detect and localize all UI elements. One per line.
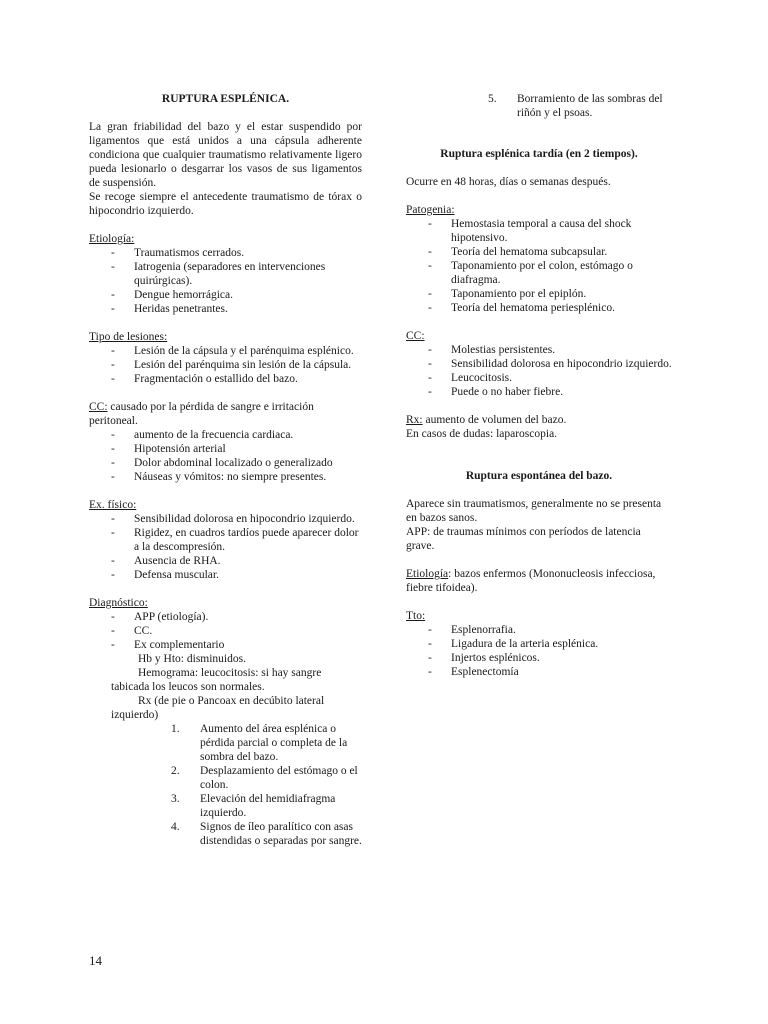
lesiones-heading: Tipo de lesiones: <box>89 331 168 343</box>
page-number: 14 <box>89 953 102 968</box>
diag-hemograma: Hemograma: leucocitosis: si hay sangre tabicada los leucos son normales. <box>111 667 322 693</box>
etiologia-paragraph-right <box>406 567 672 595</box>
rx-paragraph <box>406 413 672 427</box>
list-item: - Hipotensión arterial <box>89 442 362 456</box>
list-item: - Sensibilidad dolorosa en hipocondrio izquierdo. <box>89 512 362 526</box>
list-item <box>89 792 362 820</box>
list-item: - Ex complementario <box>89 638 362 652</box>
list-item: - Náuseas y vómitos: no siempre presentes. <box>89 470 362 484</box>
etiologia-list <box>89 246 362 316</box>
etiologia-text-right: : bazos enfermos (Mononucleosis infecciosa, fiebre tifoidea). <box>406 568 656 594</box>
list-item: - Molestias persistentes. <box>406 343 672 357</box>
rx-findings-continued <box>406 92 672 120</box>
list-text: Aumento del área esplénica o pérdida parcial o completa de la sombra del bazo. <box>200 723 348 763</box>
dudas-text: En casos de dudas: laparoscopia. <box>406 428 558 440</box>
diag-rx: Rx (de pie o Pancoax en decúbito lateral izquierdo) <box>111 695 325 721</box>
section-title-espontanea: Ruptura espontánea del bazo. <box>465 470 613 482</box>
tto-list <box>406 623 672 679</box>
tardia-text: Ocurre en 48 horas, días o semanas después. <box>406 176 611 188</box>
list-item: - Dolor abdominal localizado o generalizado <box>89 456 362 470</box>
list-item: - Ligadura de la arteria esplénica. <box>406 637 672 651</box>
list-item: - Sensibilidad dolorosa en hipocondrio izquierdo. <box>406 357 672 371</box>
cc-heading: CC: <box>89 401 108 413</box>
cc-heading-right: CC: <box>406 330 425 342</box>
list-item: - Taponamiento por el colon, estómago o diafragma. <box>406 259 672 287</box>
cc-text: causado por la pérdida de sangre e irritación peritoneal. <box>89 401 314 427</box>
list-item: - Taponamiento por el epiplón. <box>406 287 672 301</box>
list-item <box>89 722 362 764</box>
list-number: 3. <box>171 793 180 805</box>
etiologia-heading-right: Etiología <box>406 568 449 580</box>
list-item: - Esplenorrafia. <box>406 623 672 637</box>
app-text: APP: de traumas mínimos con períodos de latencia grave. <box>406 526 641 552</box>
section-title-ruptura: RUPTURA ESPLÉNICA. <box>161 93 290 105</box>
list-item: - Lesión de la cápsula y el parénquima esplénico. <box>89 344 362 358</box>
list-item: - Esplenectomía <box>406 665 672 679</box>
patogenia-list <box>406 217 672 315</box>
list-item <box>89 820 362 848</box>
exfisico-heading: Ex. físico: <box>89 499 137 511</box>
diagnostico-heading: Diagnóstico: <box>89 597 148 609</box>
list-item: - CC. <box>89 624 362 638</box>
list-item: - Traumatismos cerrados. <box>89 246 362 260</box>
list-number: 2. <box>171 765 180 777</box>
list-item: - Dengue hemorrágica. <box>89 288 362 302</box>
diag-hb: Hb y Hto: disminuidos. <box>138 653 246 665</box>
rx-text: aumento de volumen del bazo. <box>422 414 567 426</box>
tto-heading: Tto: <box>406 610 426 622</box>
list-item <box>406 92 672 120</box>
section-title-tardia: Ruptura esplénica tardía (en 2 tiempos). <box>440 148 638 160</box>
patogenia-heading: Patogenia: <box>406 204 455 216</box>
exfisico-list <box>89 512 362 582</box>
list-item: - Lesión del parénquima sin lesión de la cápsula. <box>89 358 362 372</box>
left-column <box>89 92 362 848</box>
rx-heading: Rx: <box>406 414 423 426</box>
list-item: - Teoría del hematoma periesplénico. <box>406 301 672 315</box>
lesiones-list <box>89 344 362 386</box>
list-text: Elevación del hemidiafragma izquierdo. <box>200 793 336 819</box>
list-text: Borramiento de las sombras del riñón y el psoas. <box>517 93 663 119</box>
intro-paragraph: La gran friabilidad del bazo y el estar suspendido por ligamentos que está unidos a una cápsula adherente condiciona que cualquier traumatismo relativamente ligero pueda lesionarlo o desgarrar los vasos de sus ligamentos de suspensión. <box>89 121 362 189</box>
list-number: 5. <box>488 93 497 105</box>
cc-list <box>89 428 362 484</box>
list-item: - Puede o no haber fiebre. <box>406 385 672 399</box>
list-item: - Teoría del hematoma subcapsular. <box>406 245 672 259</box>
list-number: 4. <box>171 821 180 833</box>
list-item: - Injertos esplénicos. <box>406 651 672 665</box>
list-item: - Fragmentación o estallido del bazo. <box>89 372 362 386</box>
list-item: - aumento de la frecuencia cardiaca. <box>89 428 362 442</box>
list-item: - APP (etiología). <box>89 610 362 624</box>
list-item: - Rigidez, en cuadros tardíos puede aparecer dolor a la descompresión. <box>89 526 362 554</box>
list-item: - Heridas penetrantes. <box>89 302 362 316</box>
list-item: - Ausencia de RHA. <box>89 554 362 568</box>
list-number: 1. <box>171 723 180 735</box>
list-item: - Iatrogenia (separadores en intervenciones quirúrgicas). <box>89 260 362 288</box>
list-text: Desplazamiento del estómago o el colon. <box>200 765 358 791</box>
intro-paragraph-2: Se recoge siempre el antecedente traumatismo de tórax o hipocondrio izquierdo. <box>89 191 362 217</box>
list-text: Signos de íleo paralítico con asas distendidas o separadas por sangre. <box>200 821 362 847</box>
right-column <box>406 92 672 679</box>
etiologia-heading: Etiología: <box>89 233 135 245</box>
list-item <box>89 764 362 792</box>
list-item: - Defensa muscular. <box>89 568 362 582</box>
cc-list-right <box>406 343 672 399</box>
rx-findings-list <box>89 722 362 848</box>
diagnostico-list <box>89 610 362 652</box>
list-item: - Leucocitosis. <box>406 371 672 385</box>
espontanea-text: Aparece sin traumatismos, generalmente no se presenta en bazos sanos. <box>406 498 662 524</box>
cc-paragraph <box>89 400 362 428</box>
list-item: - Hemostasia temporal a causa del shock hipotensivo. <box>406 217 672 245</box>
